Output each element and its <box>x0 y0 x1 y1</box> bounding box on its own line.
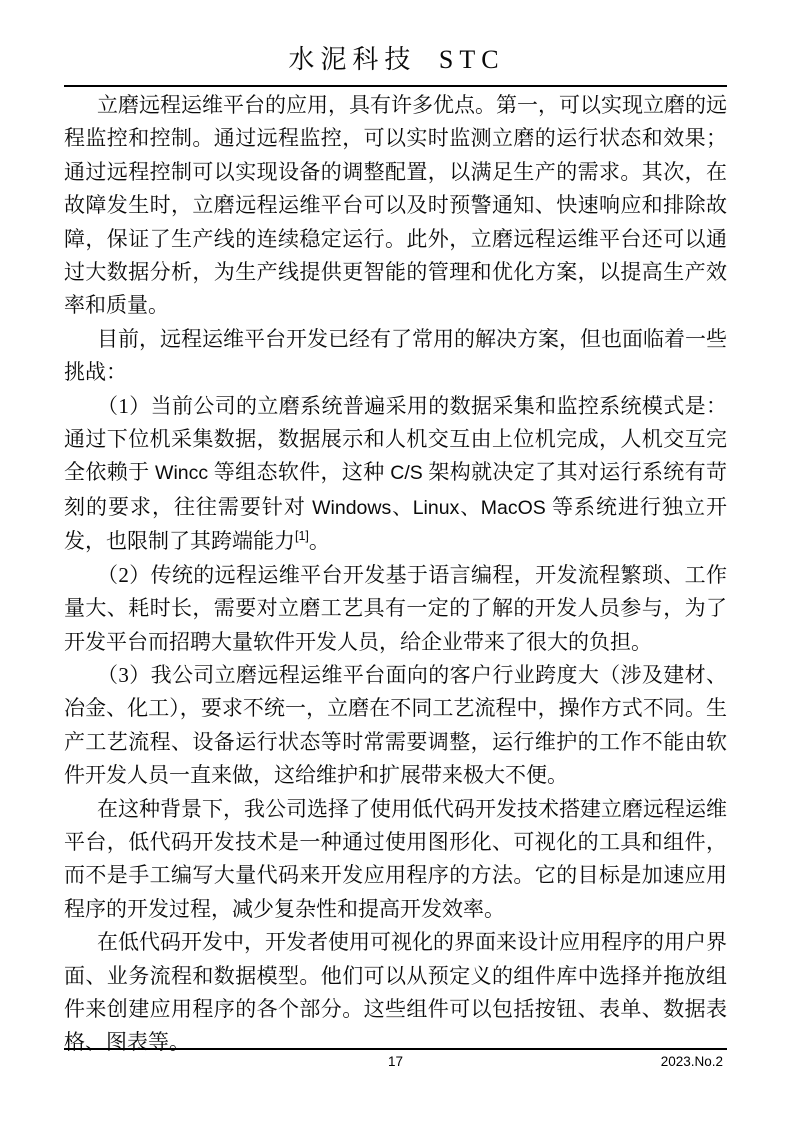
text-run: 等系统进行独立开发，也限制了其跨端能力 <box>64 494 727 554</box>
footnote-ref: [1] <box>295 529 309 544</box>
page-footer <box>64 1048 727 1074</box>
text-run: （2）传统的远程运维平台开发基于语言编程，开发流程繁琐、工作量大、耗时长，需要对立磨工艺具有一定的了解的开发人员参与，为了开发平台而招聘大量软件开发人员，给企业带来了很大的负担。 <box>64 562 727 654</box>
text-run: 等组态软件，这种 <box>208 460 391 485</box>
latin-text-run: Windows、Linux、MacOS <box>312 496 546 519</box>
latin-text-run: C/S <box>390 462 423 485</box>
page-number: 17 <box>387 1054 404 1069</box>
body-paragraph <box>64 323 727 390</box>
header-rule <box>64 85 727 87</box>
journal-title: 水泥科技 STC <box>288 45 505 74</box>
text-run: （3）我公司立磨远程运维平台面向的客户行业跨度大（涉及建材、冶金、化工），要求不统一，立磨在不同工艺流程中，操作方式不同。生产工艺流程、设备运行状态等时常需要调整，运行维护的工作不能由软件开发人员一直来做，这给维护和扩展带来极大不便。 <box>64 662 727 788</box>
text-run: （1）当前公司的立磨系统普遍采用的数据采集和监控系统模式是：通过下位机采集数据，数据展示和人机交互由上位机完成，人机交互完全依赖于 <box>64 393 727 485</box>
latin-text-run: Wincc <box>155 462 209 485</box>
issue-number: 2023.No.2 <box>660 1054 723 1069</box>
text-run: 在这种背景下，我公司选择了使用低代码开发技术搭建立磨远程运维平台，低代码开发技术是一种通过使用图形化、可视化的工具和组件，而不是手工编写大量代码来开发应用程序的方法。它的目标是加速应用程序的开发过程，减少复杂性和提高开发效率。 <box>64 796 727 921</box>
body-paragraph <box>64 926 727 1060</box>
body-paragraph <box>64 659 727 793</box>
footer-row <box>64 1050 727 1074</box>
text-run: 立磨远程运维平台的应用，具有许多优点。第一，可以实现立磨的远程监控和控制。通过远程监控，可以实时监测立磨的运行状态和效果；通过远程控制可以实现设备的调整配置，以满足生产的需求。其次，在故障发生时，立磨远程运维平台可以及时预警通知、快速响应和排除故障，保证了生产线的连续稳定运行。此外，立磨远程运维平台还可以通过大数据分析，为生产线提供更智能的管理和优化方案，以提高生产效率和质量。 <box>64 93 727 318</box>
body-paragraph <box>64 89 727 323</box>
text-run: 在低代码开发中，开发者使用可视化的界面来设计应用程序的用户界面、业务流程和数据模型。他们可以从预定义的组件库中选择并拖放组件来创建应用程序的各个部分。这些组件可以包括按钮、表单、数据表格、图表等。 <box>64 930 727 1055</box>
text-run: 目前，远程运维平台开发已经有了常用的解决方案，但也面临着一些挑战： <box>64 326 727 385</box>
text-run: 。 <box>308 529 330 554</box>
body-paragraph <box>64 559 727 659</box>
body-paragraph <box>64 390 727 559</box>
body-paragraph <box>64 793 727 927</box>
document-body <box>64 89 727 1060</box>
text-run: 架构就决定了其对运行系统有苛刻的要求，往往需要针对 <box>64 460 728 519</box>
